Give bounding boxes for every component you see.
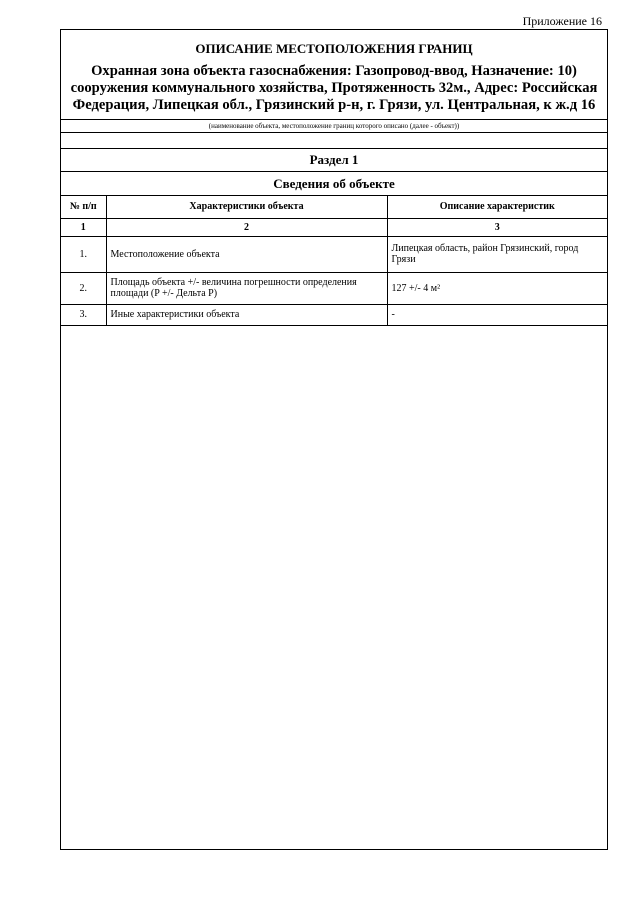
row-characteristic: Местоположение объекта: [106, 236, 387, 272]
row-number: 1.: [61, 236, 106, 272]
document-frame: [60, 29, 608, 850]
section-label: Раздел 1: [61, 149, 607, 172]
appendix-label: Приложение 16: [522, 14, 602, 28]
row-description: -: [387, 304, 607, 325]
document-title: ОПИСАНИЕ МЕСТОПОЛОЖЕНИЯ ГРАНИЦ: [195, 41, 473, 56]
row-characteristic: Иные характеристики объекта: [106, 304, 387, 325]
column-number-row: [61, 218, 607, 236]
object-info-table: [61, 196, 607, 326]
section-title: Сведения об объекте: [61, 172, 607, 196]
column-number: 3: [387, 218, 607, 236]
row-number: 2.: [61, 272, 106, 304]
header-description: Описание характеристик: [387, 196, 607, 218]
table-row: [61, 304, 607, 325]
table-header-row: [61, 196, 607, 218]
header-number: № п/п: [61, 196, 106, 218]
table-row: [61, 236, 607, 272]
table-row: [61, 272, 607, 304]
row-characteristic: Площадь объекта +/- величина погрешности определения площади (P +/- Дельта P): [106, 272, 387, 304]
row-description: Липецкая область, район Грязинский, город Грязи: [387, 236, 607, 272]
spacer-row: [61, 133, 607, 149]
header-characteristic: Характеристики объекта: [106, 196, 387, 218]
object-name: Охранная зона объекта газоснабжения: Газопровод-ввод, Назначение: 10) сооружения коммунального хозяйства, Протяженность 32м., Адрес: Российская Федерация, Липецкая обл., Грязинский р-н, г. Грязи, ул. Центральная, к ж.д 16: [70, 63, 598, 113]
object-caption: (наименование объекта, местоположение границ которого описано (далее - объект)): [61, 119, 607, 133]
column-number: 2: [106, 218, 387, 236]
row-number: 3.: [61, 304, 106, 325]
column-number: 1: [61, 218, 106, 236]
row-description: 127 +/- 4 м²: [387, 272, 607, 304]
